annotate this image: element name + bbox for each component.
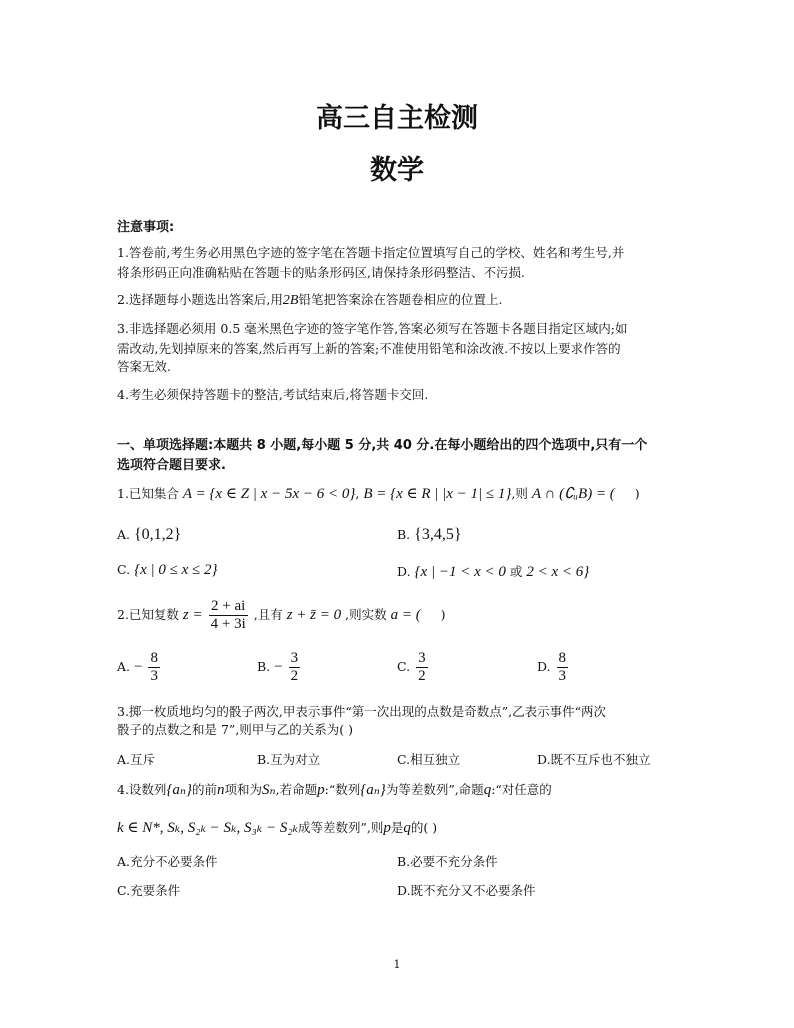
q4-n: n xyxy=(217,782,225,798)
question-2-stem xyxy=(117,598,445,633)
q4-option-c: C.充要条件 xyxy=(117,883,181,898)
q2-denominator: 4 + 3i xyxy=(210,616,246,632)
q2-option-d-den: 3 xyxy=(558,668,567,684)
q4-text-j: 的( ) xyxy=(410,820,438,835)
q2-ask-prefix: ,则实数 xyxy=(345,607,387,622)
q1-set-b: B = {x ∈ R | |x − 1| ≤ 1} xyxy=(363,486,512,502)
notice-item-3-line2: 需改动,先划掉原来的答案,然后再写上新的答案;不准使用铅笔和涂改液.不按以上要求作答的 xyxy=(117,341,621,356)
notice-item-2 xyxy=(117,290,502,311)
q1-option-c-value: {x | 0 ≤ x ≤ 2} xyxy=(134,562,218,578)
q2-option-c-den: 2 xyxy=(418,668,426,684)
q4-q-2: q xyxy=(403,820,411,836)
question-3-line2: 骰子的点数之和是 7”,则甲与乙的关系为( ) xyxy=(117,722,354,737)
notice-item-2-text-a: 2.选择题每小题选出答案后,用 xyxy=(117,292,283,307)
q4-text-a: 4.设数列 xyxy=(117,782,167,797)
q2-option-b-fraction xyxy=(289,650,301,685)
q1-ask-prefix: ,则 xyxy=(511,486,528,501)
q4-sequence-2: {aₙ} xyxy=(360,782,386,798)
q2-option-a-sign: − xyxy=(134,659,143,675)
q1-option-b xyxy=(397,526,462,544)
notice-heading: 注意事项: xyxy=(117,220,175,235)
question-3-line1: 3.掷一枚质地均匀的骰子两次,甲表示事件“第一次出现的点数是奇数点”,乙表示事件“两次 xyxy=(117,704,607,719)
q1-option-d-or: 或 xyxy=(509,564,523,579)
q1-option-c xyxy=(117,562,217,579)
q2-option-b-num: 3 xyxy=(290,650,299,666)
q4-sequence: {aₙ} xyxy=(166,782,193,798)
section1-heading-line2: 选项符合题目要求. xyxy=(117,458,226,473)
q2-option-d-num: 8 xyxy=(558,650,567,666)
q2-option-a-label: A. xyxy=(117,659,131,674)
q4-option-a: A.充分不必要条件 xyxy=(117,854,218,869)
q1-option-d-value-a: {x | −1 < x < 0 xyxy=(414,564,506,580)
q3-option-b: B.互为对立 xyxy=(257,752,321,767)
q2-option-c-fraction xyxy=(416,650,428,685)
section1-heading-line1: 一、单项选择题:本题共 8 小题,每小题 5 分,共 40 分.在每小题给出的四个选项中,只有一个 xyxy=(117,438,648,453)
notice-item-3-line3: 答案无效. xyxy=(117,359,171,374)
q1-option-a-label: A. xyxy=(117,527,131,542)
q2-condition: z + z̄ = 0 xyxy=(286,607,342,623)
q2-option-b-sign: − xyxy=(274,659,283,675)
q4-text-g: :“对任意的 xyxy=(491,782,552,797)
page-number: 1 xyxy=(393,958,401,971)
notice-item-2-pencil: 2B xyxy=(282,293,299,308)
notice-item-2-text-b: 铅笔把答案涂在答题卷相应的位置上. xyxy=(298,292,503,307)
q2-fraction xyxy=(209,598,248,633)
question-4-line2 xyxy=(117,818,437,838)
q1-option-a xyxy=(117,526,181,544)
q1-option-b-label: B. xyxy=(397,527,411,542)
q2-prefix: 2.已知复数 xyxy=(117,607,179,622)
q4-text-c: 项和为 xyxy=(224,782,263,797)
q1-option-d xyxy=(397,562,589,581)
q2-option-d-fraction xyxy=(557,650,569,685)
exam-subject: 数学 xyxy=(370,155,424,186)
q1-option-d-value-b: 2 < x < 6} xyxy=(526,564,590,580)
question-1-stem xyxy=(117,484,640,504)
q4-text-i: 是 xyxy=(390,820,404,835)
q4-text-h: 成等差数列”,则 xyxy=(298,820,384,835)
q2-option-c xyxy=(397,650,430,685)
q2-option-b-den: 2 xyxy=(290,668,299,684)
q4-text-b: 的前 xyxy=(192,782,218,797)
q2-mid: ,且有 xyxy=(253,607,283,622)
q2-option-a-num: 8 xyxy=(150,650,158,666)
q1-prefix: 1.已知集合 xyxy=(117,486,179,501)
q2-option-c-num: 3 xyxy=(418,650,426,666)
q2-ask-suffix: ) xyxy=(440,607,446,622)
q4-q: q xyxy=(483,782,492,798)
q2-option-d-label: D. xyxy=(537,659,551,674)
notice-item-3-line1: 3.非选择题必须用 0.5 毫米黑色字迹的签字笔作答,答案必须写在答题卡各题目指定区域内;如 xyxy=(117,321,628,336)
q4-p-2: p xyxy=(383,820,391,836)
q4-sn: Sₙ xyxy=(262,782,276,798)
q4-text-d: ,若命题 xyxy=(275,782,318,797)
q2-numerator: 2 + ai xyxy=(209,598,248,616)
q1-option-a-value: {0,1,2} xyxy=(134,526,182,543)
q4-option-d: D.既不充分又不必要条件 xyxy=(397,883,536,898)
notice-item-1-line1: 1.答卷前,考生务必用黑色字迹的签字笔在答题卡指定位置填写自己的学校、姓名和考生号,并 xyxy=(117,245,625,260)
q4-condition: k ∈ N*, Sₖ, S₂ₖ − Sₖ, S₃ₖ − S₂ₖ xyxy=(117,820,299,836)
q1-option-b-value: {3,4,5} xyxy=(414,526,462,543)
q1-set-a: A = {x ∈ Z | x − 5x − 6 < 0} xyxy=(182,486,356,502)
q3-option-a: A.互斥 xyxy=(117,752,156,767)
q2-option-b-label: B. xyxy=(257,659,271,674)
q3-option-d: D.既不互斥也不独立 xyxy=(537,752,651,767)
q2-option-a xyxy=(117,650,162,685)
exam-title: 高三自主检测 xyxy=(316,103,478,134)
q4-p: p xyxy=(317,782,325,798)
question-4-line1 xyxy=(117,780,552,800)
q2-option-b xyxy=(257,650,302,685)
q1-ask: A ∩ (∁ᵤB) = ( xyxy=(531,486,615,502)
q2-z: z = xyxy=(182,607,203,623)
q4-text-e: :“数列 xyxy=(324,782,361,797)
q2-option-c-label: C. xyxy=(397,659,411,674)
q3-option-c: C.相互独立 xyxy=(397,752,461,767)
q1-comma: , xyxy=(355,486,360,501)
q2-option-d xyxy=(537,650,570,685)
q1-option-d-label: D. xyxy=(397,564,411,579)
q4-option-b: B.必要不充分条件 xyxy=(397,854,498,869)
q4-text-f: 为等差数列”,命题 xyxy=(385,782,484,797)
q2-option-a-den: 3 xyxy=(150,668,158,684)
notice-item-4: 4.考生必须保持答题卡的整洁,考试结束后,将答题卡交回. xyxy=(117,387,429,402)
q1-option-c-label: C. xyxy=(117,562,131,577)
q2-option-a-fraction xyxy=(148,650,160,685)
notice-item-1-line2: 将条形码正向准确粘贴在答题卡的贴条形码区,请保持条形码整洁、不污损. xyxy=(117,265,525,280)
q2-ask: a = ( xyxy=(390,607,421,623)
q1-ask-suffix: ) xyxy=(634,486,640,501)
